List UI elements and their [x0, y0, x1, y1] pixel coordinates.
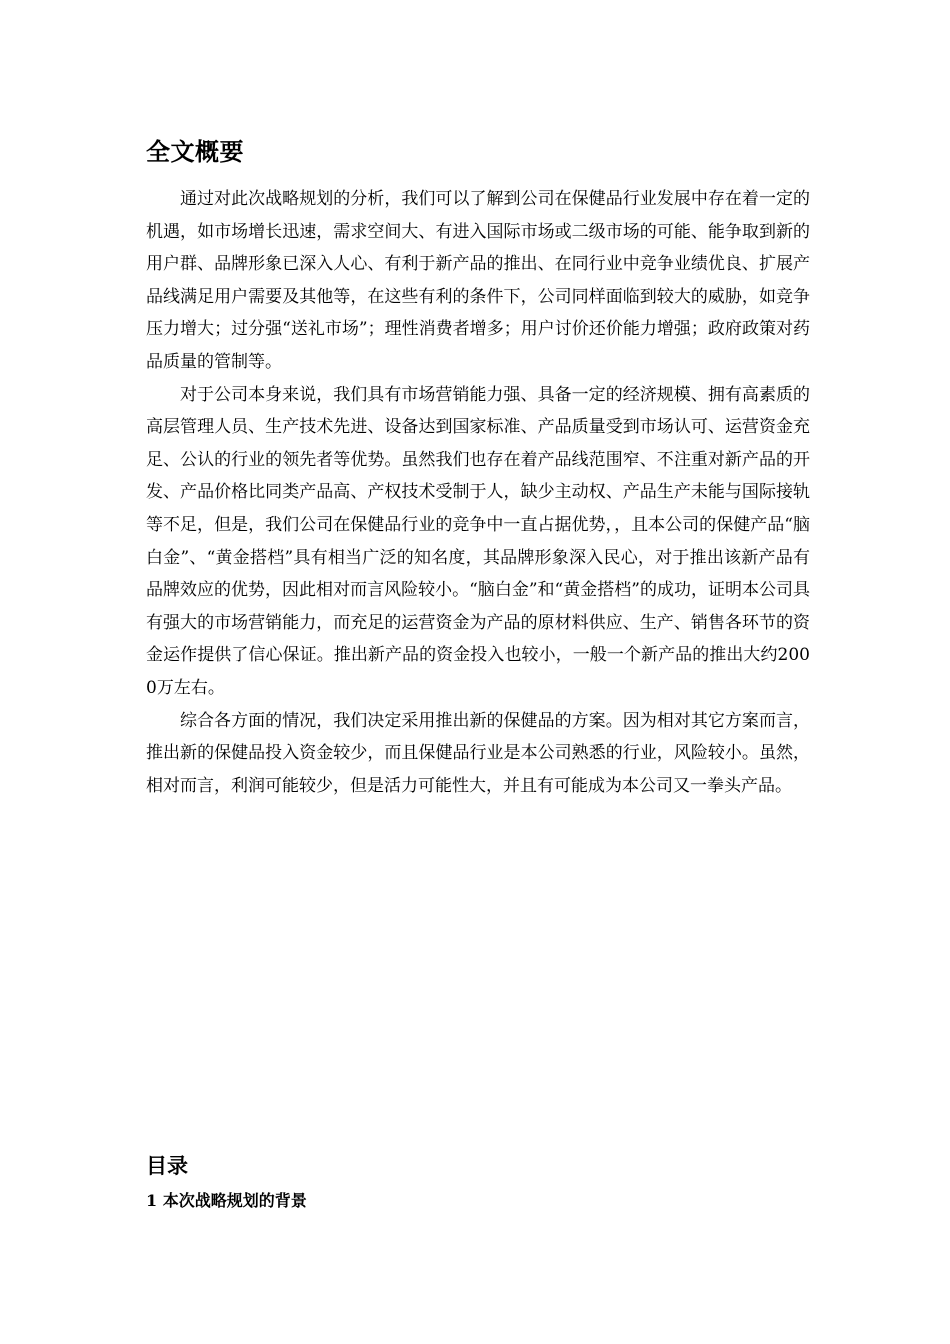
toc-item[interactable]: 1 本次战略规划的背景: [146, 1191, 307, 1210]
summary-paragraph: 对于公司本身来说，我们具有市场营销能力强、具备一定的经济规模、拥有高素质的高层管理人员、生产技术先进、设备达到国家标准、产品质量受到市场认可、运营资金充足、公认的行业的领先者等优势。虽然我们也存在着产品线范围窄、不注重对新产品的开发、产品价格比同类产品高、产权技术受制于人，缺少主动权、产品生产未能与国际接轨等不足，但是，我们公司在保健品行业的竞争中一直占据优势，，且本公司的保健产品“脑白金”、“黄金搭档”具有相当广泛的知名度，其品牌形象深入民心，对于推出该新产品有品牌效应的优势，因此相对而言风险较小。“脑白金”和“黄金搭档”的成功，证明本公司具有强大的市场营销能力，而充足的运营资金为产品的原材料供应、生产、销售各环节的资金运作提供了信心保证。推出新产品的资金投入也较小，一般一个新产品的推出大约2000万左右。: [146, 384, 810, 698]
summary-paragraph: 通过对此次战略规划的分析，我们可以了解到公司在保健品行业发展中存在着一定的机遇，如市场增长迅速，需求空间大、有进入国际市场或二级市场的可能、能争取到新的用户群、品牌形象已深入人心、有利于新产品的推出、在同行业中竞争业绩优良、扩展产品线满足用户需要及其他等，在这些有利的条件下，公司同样面临到较大的威胁，如竞争压力增大；过分强“送礼市场”；理性消费者增多；用户讨价还价能力增强；政府政策对药品质量的管制等。: [146, 189, 810, 372]
summary-heading: 全文概要: [146, 138, 244, 166]
summary-body: [146, 183, 810, 802]
toc-heading: 目录: [146, 1154, 188, 1178]
summary-paragraph: 综合各方面的情况，我们决定采用推出新的保健品的方案。因为相对其它方案而言，推出新的保健品投入资金较少，而且保健品行业是本公司熟悉的行业，风险较小。虽然，相对而言，利润可能较少，但是活力可能性大，并且有可能成为本公司又一拳头产品。: [146, 710, 810, 796]
